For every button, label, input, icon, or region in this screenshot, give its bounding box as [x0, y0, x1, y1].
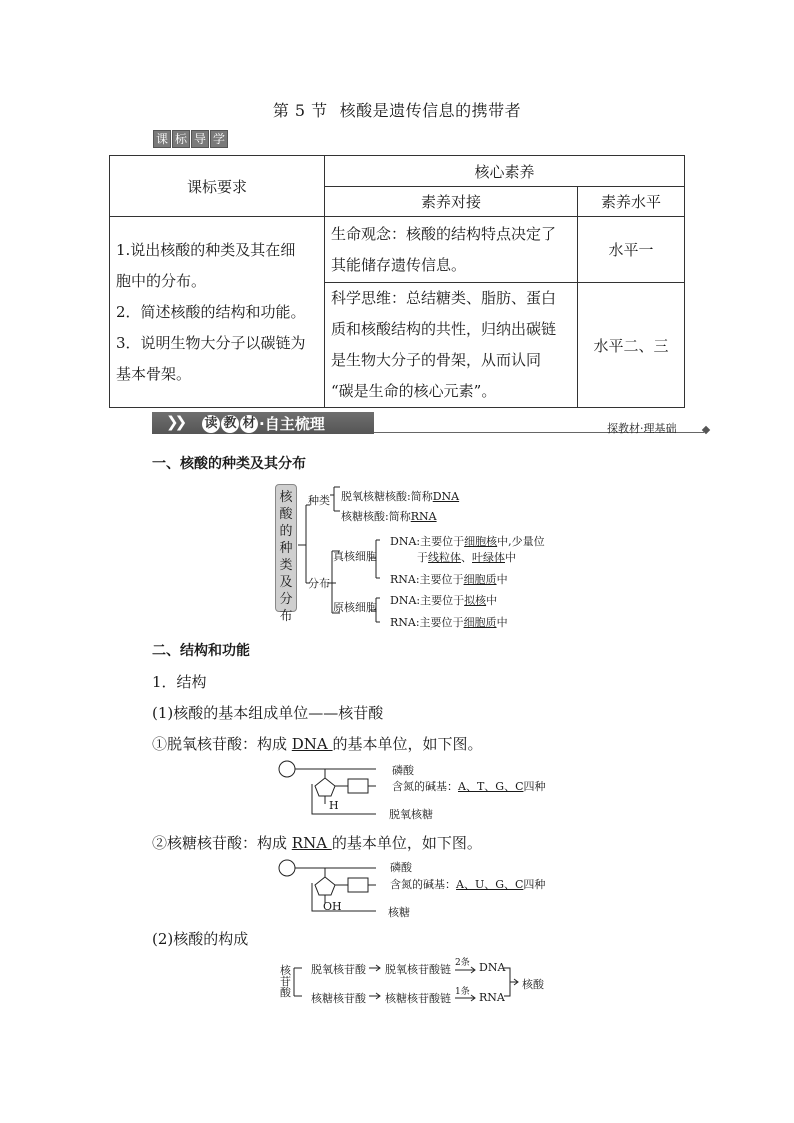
fig3-rna: RNA [479, 991, 505, 1004]
pro-dna-line: DNA:主要位于拟核中 [390, 594, 498, 607]
vbox-char: 的 [279, 524, 293, 539]
section-topic: 核酸是遗传信息的携带者 [339, 101, 522, 120]
pro-rna-line: RNA:主要位于细胞质中 [390, 616, 508, 629]
fig2-sugar: 核糖 [388, 906, 410, 919]
fig3-deoxy-nucleotide: 脱氧核苷酸 [311, 963, 366, 976]
fig1-base: 含氮的碱基：A、T、G、C四种 [392, 780, 546, 793]
literacy-line: “碳是生命的核心元素”。 [331, 382, 497, 400]
vbox-char: 核 [279, 490, 293, 505]
heading-structure-function: 二、结构和功能 [152, 643, 250, 659]
vbox-char: 及 [279, 575, 293, 590]
fig1-sugar: 脱氧核糖 [389, 808, 433, 821]
literacy-row1 [325, 217, 578, 283]
requirement-line: 胞中的分布。 [116, 271, 207, 290]
distribution-label: 分布 [308, 577, 330, 590]
euk-dna-line2: 于线粒体、叶绿体中 [417, 551, 516, 564]
literacy-line: 质和核酸结构的共性，归纳出碳链 [331, 320, 557, 338]
fig2-base: 含氮的碱基：A、U、G、C四种 [390, 878, 546, 891]
fig3-nucleotide-label: 核 苷 酸 [280, 964, 291, 999]
page-title [0, 98, 794, 121]
literacy-row2 [325, 283, 578, 408]
kinds-label: 种类 [308, 494, 330, 507]
fig3-deoxy-count: 2条 [455, 958, 470, 968]
vbox-char: 种 [279, 541, 293, 556]
fig2-oh: OH [323, 900, 342, 913]
level-row2: 水平二、三 [578, 283, 685, 408]
header-core-literacy: 核心素养 [325, 156, 685, 187]
header-literacy-match: 素养对接 [325, 187, 578, 217]
banner-char: 材 [240, 415, 258, 433]
fig3-ribo-chain: 核糖核苷酸链 [385, 992, 451, 1005]
vbox-char: 布 [279, 609, 293, 624]
fig3-nucleic-acid: 核酸 [522, 978, 544, 991]
section-banner [152, 410, 712, 436]
requirement-line: 1.说出核酸的种类及其在细 [116, 240, 296, 259]
literacy-line: 其能储存遗传信息。 [331, 255, 467, 274]
prokaryotic-label: 原核细胞 [333, 601, 377, 614]
literacy-line: 生命观念：核酸的结构特点决定了 [331, 224, 557, 243]
fig3-ribo-nucleotide: 核糖核苷酸 [311, 992, 366, 1005]
banner-label [202, 413, 325, 434]
vertical-label-box [275, 484, 297, 624]
rna-kind: 核糖核酸:简称RNA [341, 510, 437, 523]
vbox-char: 分 [279, 592, 293, 607]
standards-table [109, 155, 685, 408]
heading-kinds-distribution: 一、核酸的种类及其分布 [152, 456, 306, 472]
section-number: 第 5 节 [272, 101, 328, 120]
tag-char: 导 [191, 130, 209, 148]
euk-dna-line1: DNA:主要位于细胞核中,少量位 [390, 535, 545, 548]
banner-char: 读 [202, 415, 220, 433]
fig1-h: H [329, 799, 339, 812]
vbox-char: 酸 [279, 507, 293, 522]
literacy-line: 是生物大分子的骨架，从而认同 [331, 351, 542, 369]
level-row1: 水平一 [578, 217, 685, 283]
banner-rest: ·自主梳理 [259, 415, 325, 433]
dna-kind: 脱氧核糖核酸:简称DNA [341, 490, 460, 503]
header-requirements: 课标要求 [110, 156, 325, 217]
course-standard-tag [153, 130, 228, 148]
banner-char: 教 [221, 415, 239, 433]
fig3-ribo-count: 1条 [455, 987, 470, 997]
requirement-line: 2．简述核酸的结构和功能。 [116, 302, 306, 321]
literacy-line: 科学思维：总结糖类、脂肪、蛋白 [331, 289, 557, 307]
requirement-line: 基本骨架。 [116, 364, 192, 383]
double-chevron-icon: ❯❯ [166, 413, 184, 431]
tag-char: 学 [210, 130, 228, 148]
ribonucleotide-text: ②核糖核苷酸：构成 RNA 的基本单位，如下图。 [152, 834, 482, 852]
tag-char: 标 [172, 130, 190, 148]
euk-rna-line: RNA:主要位于细胞质中 [390, 573, 508, 586]
fig1-phosphate: 磷酸 [392, 764, 414, 777]
header-literacy-level: 素养水平 [578, 187, 685, 217]
subheading-composition: (2)核酸的构成 [152, 930, 249, 948]
eukaryotic-label: 真核细胞 [333, 550, 377, 563]
banner-right-text: 探教材·理基础 [607, 422, 677, 435]
vbox-char: 类 [279, 558, 293, 573]
fig3-deoxy-chain: 脱氧核苷酸链 [385, 963, 451, 976]
requirement-line: 3．说明生物大分子以碳链为 [116, 333, 306, 352]
fig3-dna: DNA [479, 961, 506, 974]
subheading-basic-unit: (1)核酸的基本组成单位——核苷酸 [152, 704, 384, 722]
tag-char: 课 [153, 130, 171, 148]
fig2-phosphate: 磷酸 [390, 861, 412, 874]
deoxynucleotide-text: ①脱氧核苷酸：构成 DNA 的基本单位，如下图。 [152, 735, 483, 753]
subheading-structure: 1．结构 [152, 673, 207, 691]
requirements-cell [110, 217, 325, 408]
